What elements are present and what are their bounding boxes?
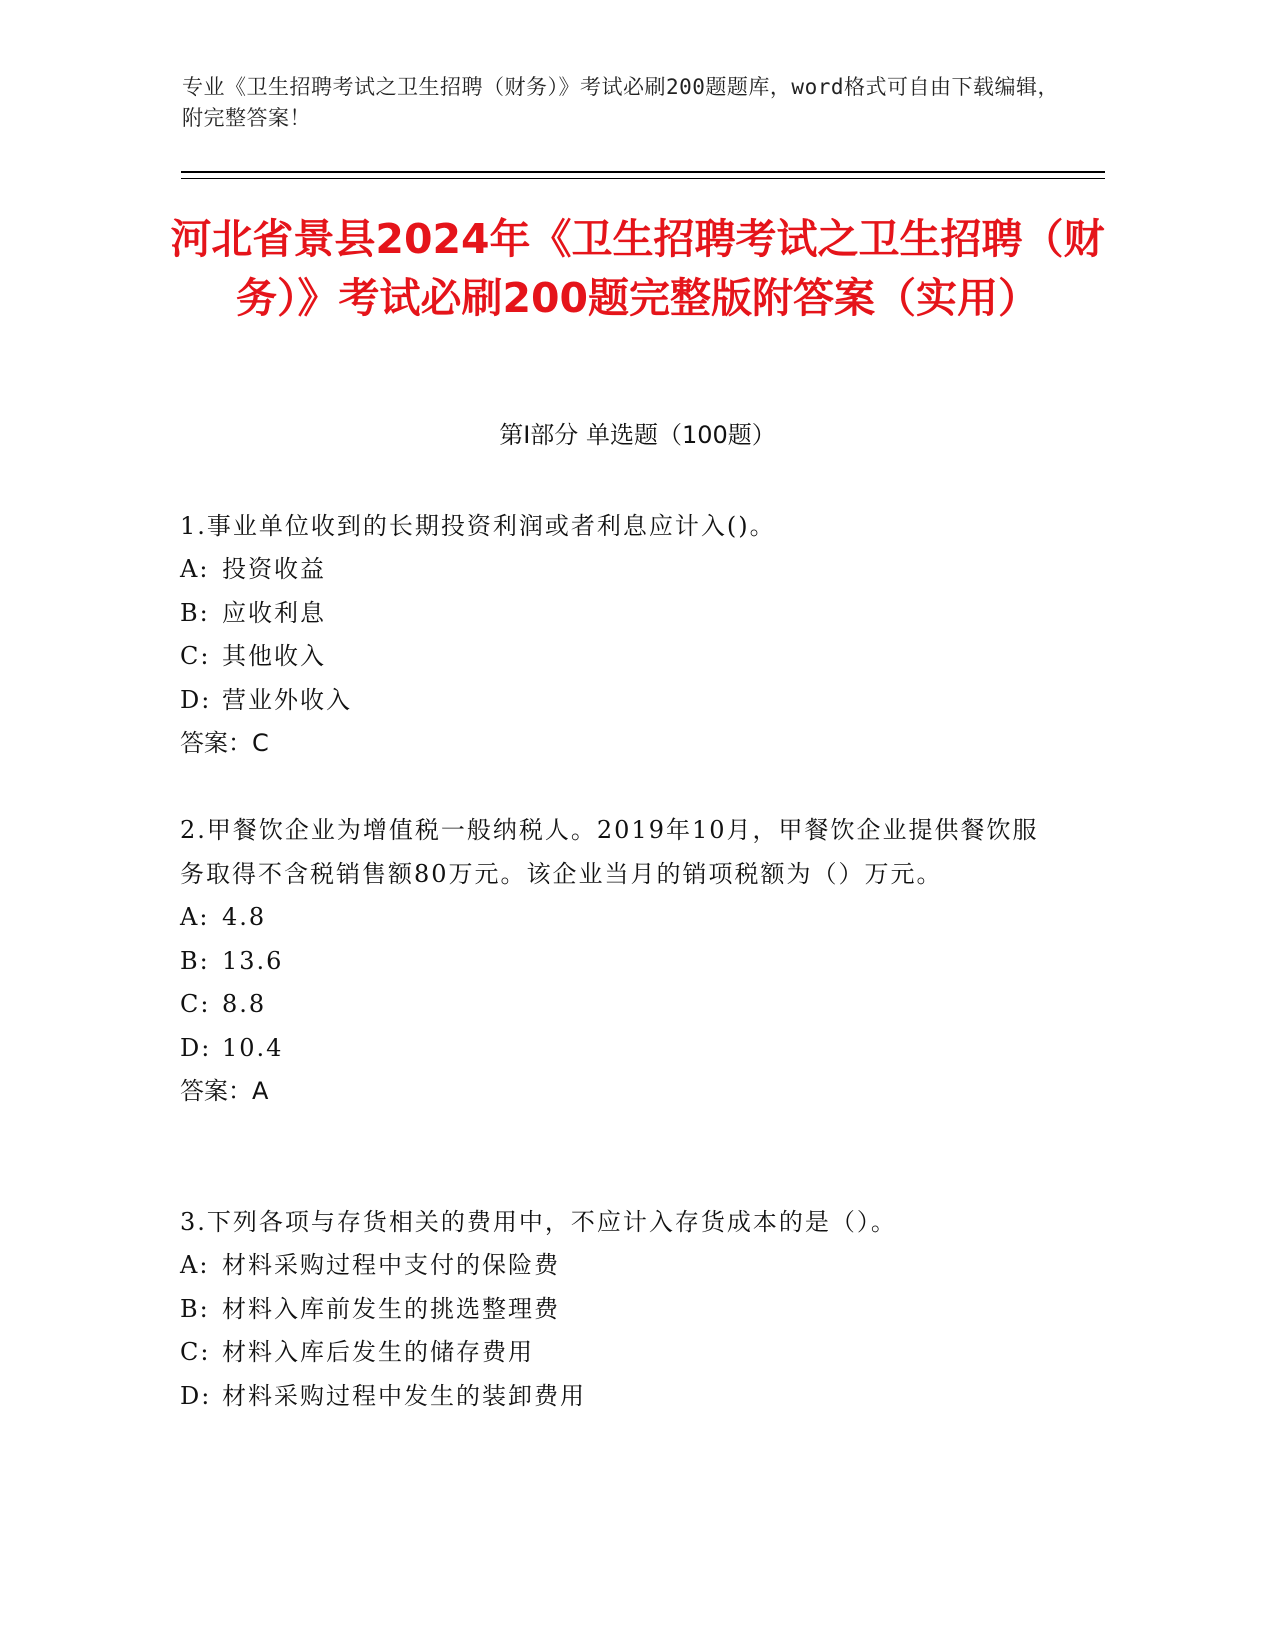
question-1 bbox=[180, 504, 1040, 765]
option-text: 材料入库前发生的挑选整理费 bbox=[222, 1294, 560, 1323]
option-text: 4.8 bbox=[222, 903, 267, 931]
option-a bbox=[180, 548, 1040, 592]
question-stem: 2.甲餐饮企业为增值税一般纳税人。2019年10月，甲餐饮企业提供餐饮服务取得不含税销售额80万元。该企业当月的销项税额为（）万元。 bbox=[180, 816, 1039, 888]
question-2 bbox=[180, 808, 1040, 1113]
option-d bbox=[180, 1375, 1040, 1419]
option-b bbox=[180, 592, 1040, 636]
question-stem: 1.事业单位收到的长期投资利润或者利息应计入()。 bbox=[180, 512, 776, 540]
option-a bbox=[180, 896, 1040, 940]
option-text: 应收利息 bbox=[222, 598, 326, 627]
option-text: 13.6 bbox=[222, 946, 284, 975]
question-3 bbox=[180, 1200, 1040, 1418]
option-text: 10.4 bbox=[222, 1033, 284, 1062]
option-b bbox=[180, 940, 1040, 984]
option-d bbox=[180, 679, 1040, 723]
option-a bbox=[180, 1244, 1040, 1288]
option-letter: D: bbox=[180, 1381, 212, 1410]
option-letter: B: bbox=[180, 1294, 210, 1323]
option-letter: D: bbox=[180, 685, 212, 714]
option-text: 营业外收入 bbox=[222, 685, 352, 714]
option-letter: B: bbox=[180, 946, 210, 975]
section-title: 第Ⅰ部分 单选题（100题） bbox=[499, 421, 776, 449]
option-letter: A: bbox=[180, 555, 210, 583]
question-stem: 3.下列各项与存货相关的费用中，不应计入存货成本的是（）。 bbox=[180, 1208, 897, 1236]
option-b bbox=[180, 1288, 1040, 1332]
option-text: 投资收益 bbox=[222, 555, 326, 583]
option-d bbox=[180, 1027, 1040, 1071]
option-c bbox=[180, 635, 1040, 679]
option-text: 材料入库后发生的储存费用 bbox=[222, 1338, 534, 1366]
header-rule-thick bbox=[181, 171, 1105, 173]
option-letter: A: bbox=[180, 903, 210, 931]
header-rule-thin bbox=[181, 178, 1105, 179]
option-letter: C: bbox=[180, 1338, 211, 1366]
option-text: 材料采购过程中支付的保险费 bbox=[222, 1251, 560, 1279]
option-letter: B: bbox=[180, 598, 210, 627]
answer: 答案：A bbox=[180, 1077, 269, 1105]
option-text: 其他收入 bbox=[222, 642, 326, 670]
option-letter: C: bbox=[180, 642, 211, 670]
option-text: 材料采购过程中发生的装卸费用 bbox=[222, 1381, 586, 1410]
header-note: 专业《卫生招聘考试之卫生招聘（财务）》考试必刷200题题库，word格式可自由下载编辑，附完整答案！ bbox=[182, 75, 1059, 130]
option-letter: C: bbox=[180, 990, 211, 1018]
document-title: 河北省景县2024年《卫生招聘考试之卫生招聘（财务）》考试必刷200题完整版附答案（实用） bbox=[170, 215, 1105, 322]
option-text: 8.8 bbox=[222, 990, 267, 1018]
option-letter: A: bbox=[180, 1251, 210, 1279]
option-letter: D: bbox=[180, 1033, 212, 1062]
answer: 答案：C bbox=[180, 729, 269, 757]
option-c bbox=[180, 1331, 1040, 1375]
option-c bbox=[180, 983, 1040, 1027]
